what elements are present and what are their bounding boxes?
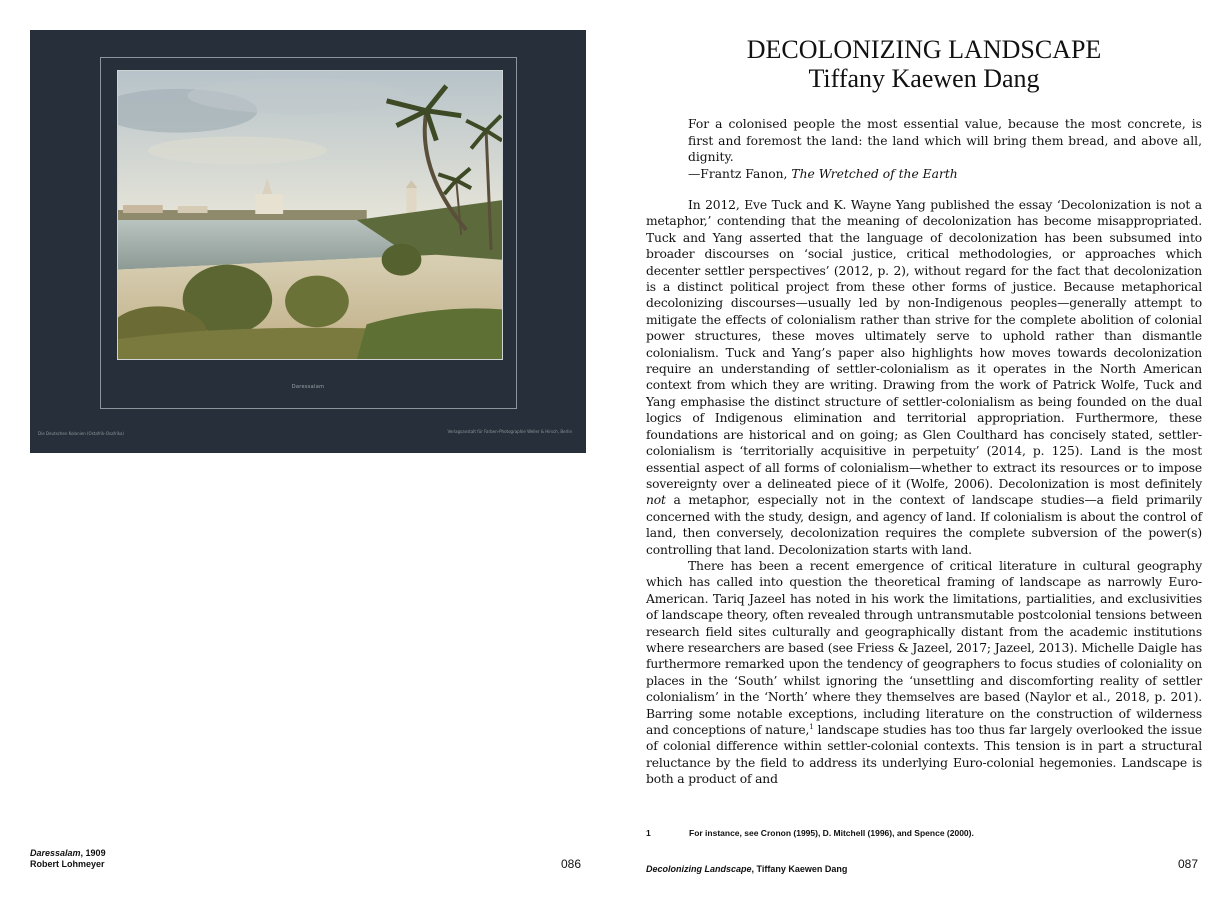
figure-caption	[30, 848, 106, 870]
chapter-title: DECOLONIZING LANDSCAPE	[746, 35, 1102, 64]
paragraph-2-text-a: There has been a recent emergence of critical literature in cultural geography which has called into question the theoretical framing of landscape as narrowly Euro-American. Tariq Jazeel has noted in his work the limitations, partialities, and exclusivities of landscape theory, often revealed through untransmutable postcolonial tensions between research field sites culturally and geographically distant from the academic institutions where researchers are based (see Friess & Jazeel, 2017; Jazeel, 2013). Michelle Daigle has furthermore remarked upon the tendency of geographers to focus studies of coloniality on places in the ‘South’ whilst ignoring the ‘unsettling and discomforting reality of settler colonialism’ in the ‘North’ where they themselves are based (Naylor et al., 2018, p. 201). Barring some notable exceptions, including literature on the construction of wilderness and conceptions of nature,	[646, 558, 1202, 737]
footnote-number: 1	[646, 828, 651, 838]
epigraph-attribution	[688, 166, 1202, 183]
daressalam-photograph	[117, 70, 503, 360]
photo-plate	[30, 30, 586, 453]
chapter-heading	[646, 35, 1202, 93]
epigraph-work: The Wretched of the Earth	[791, 166, 958, 181]
body-text	[646, 197, 1202, 788]
figure-year: , 1909	[80, 848, 106, 858]
footnote-reference[interactable]: 1	[809, 722, 814, 731]
paragraph-1	[646, 197, 1202, 558]
epigraph	[688, 116, 1202, 182]
paragraph-1-emphasis: not	[646, 493, 666, 508]
running-footer-author: , Tiffany Kaewen Dang	[751, 864, 848, 874]
figure-title: Daressalam	[30, 848, 81, 858]
paragraph-1-text-a: In 2012, Eve Tuck and K. Wayne Yang published the essay ‘Decolonization is not a metaphor,’ contending that the meaning of decolonization has become misappropriated. Tuck and Yang asserted that the language of decolonization has been subsumed into broader discourses on ‘social justice, critical methodologies, or approaches which decenter settler perspectives’ (2012, p. 2), without regard for the fact that decolonization is a distinct political project from these other forms of justice. Because metaphorical decolonizing discourses—usually led by non-Indigenous peoples—generally attempt to mitigate the effects of colonialism rather than strive for the complete abolition of colonial power structures, these moves ultimately serve to uphold rather than dismantle colonialism. Tuck and Yang’s paper also highlights how moves towards decolonization require an understanding of settler-colonialism as it operates in the North American context from which they are writing. Drawing from the work of Patrick Wolfe, Tuck and Yang emphasise the distinct structure of settler-colonialism as being founded on the dual logics of Indigenous elimination and territorial appropriation. Furthermore, these foundations are historical and on going; as Glen Coulthard has concisely stated, settler-colonialism is ‘territorially acquisitive in perpetuity’ (2014, p. 125). Land is the most essential aspect of all forms of colonialism—whether to extract its resources or to impose sovereignty over a delineated piece of it (Wolfe, 2006). Decolonization is most definitely	[646, 198, 1202, 491]
paragraph-2	[646, 558, 1202, 788]
footnote-text: For instance, see Cronon (1995), D. Mitchell (1996), and Spence (2000).	[689, 828, 974, 838]
plate-credit-right: Verlagsanstalt für Farben-Photographie Weller & Hirsch, Berlin	[447, 429, 572, 434]
landscape-illustration	[118, 71, 502, 359]
plate-caption: Daressalam	[291, 384, 325, 390]
epigraph-author: —Frantz Fanon,	[688, 166, 792, 181]
running-footer-title: Decolonizing Landscape	[646, 864, 752, 874]
page-number-left: 086	[561, 857, 582, 871]
running-footer	[646, 864, 847, 874]
plate-credit-left: Die Deutschen Kolonien (Ostafrik-Osafrika)	[38, 431, 124, 436]
epigraph-quote: For a colonised people the most essential value, because the most concrete, is first and foremost the land: the land which will bring them bread, and above all, dignity.	[688, 117, 1202, 164]
paragraph-1-text-b: a metaphor, especially not in the context of landscape studies—a field primarily concerned with the study, design, and agency of land. If colonialism is about the control of land, then conversely, decolonization requires the complete subversion of the power(s) controlling that land. Decolonization starts with land.	[646, 493, 1202, 557]
paragraph-2-text-b: landscape studies has too thus far largely overlooked the issue of colonial difference within settler-colonial contexts. This tension is in part a structural reluctance by the field to address its underlying Euro-colonial hegemonies. Landscape is both a product of and	[646, 723, 1202, 787]
chapter-author: Tiffany Kaewen Dang	[808, 64, 1040, 93]
page-number-right: 087	[1178, 857, 1199, 871]
figure-author: Robert Lohmeyer	[30, 859, 105, 869]
